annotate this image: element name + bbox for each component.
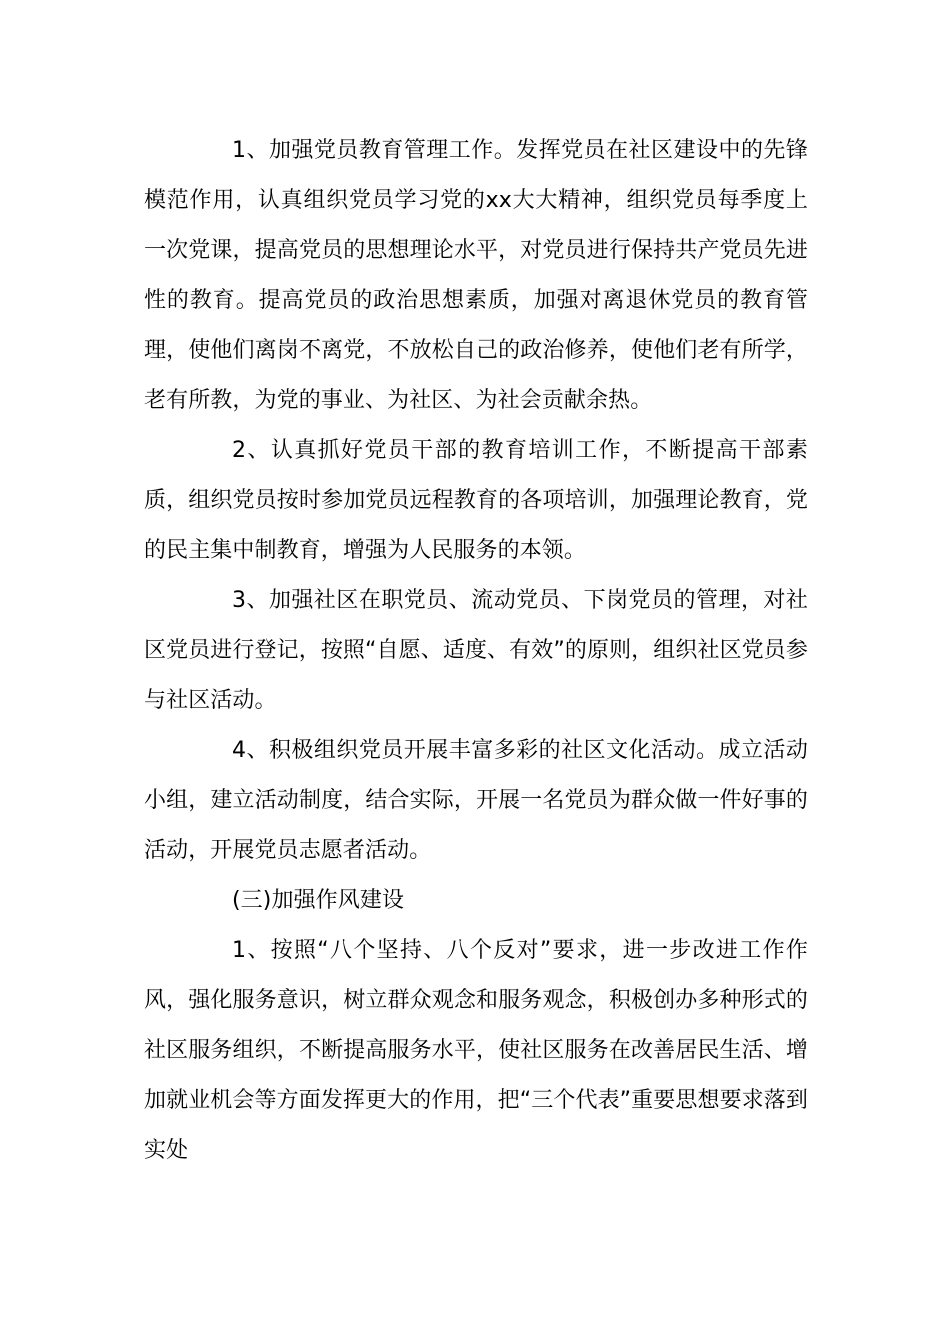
- document-body: [144, 126, 808, 1176]
- paragraph-party-member-education: 1、加强党员教育管理工作。发挥党员在社区建设中的先锋模范作用，认真组织党员学习党的xx大大精神，组织党员每季度上一次党课，提高党员的思想理论水平，对党员进行保持共产党员先进性的教育。提高党员的政治思想素质，加强对离退休党员的教育管理，使他们离岗不离党，不放松自己的政治修养，使他们老有所学，老有所教，为党的事业、为社区、为社会贡献余热。: [144, 138, 808, 413]
- section-heading-work-style: (三)加强作风建设: [232, 888, 405, 913]
- paragraph-member-management: 3、加强社区在职党员、流动党员、下岗党员的管理，对社区党员进行登记，按照“自愿、适度、有效”的原则，组织社区党员参与社区活动。: [144, 588, 808, 713]
- paragraph-cultural-activities: 4、积极组织党员开展丰富多彩的社区文化活动。成立活动小组，建立活动制度，结合实际，开展一名党员为群众做一件好事的活动，开展党员志愿者活动。: [144, 738, 808, 863]
- paragraph-improve-work-style: 1、按照“八个坚持、八个反对”要求，进一步改进工作作风，强化服务意识，树立群众观念和服务观念，积极创办多种形式的社区服务组织，不断提高服务水平，使社区服务在改善居民生活、增加就业机会等方面发挥更大的作用，把“三个代表”重要思想要求落到实处: [144, 938, 808, 1163]
- paragraph-cadre-training: 2、认真抓好党员干部的教育培训工作，不断提高干部素质，组织党员按时参加党员远程教育的各项培训，加强理论教育，党的民主集中制教育，增强为人民服务的本领。: [144, 438, 808, 563]
